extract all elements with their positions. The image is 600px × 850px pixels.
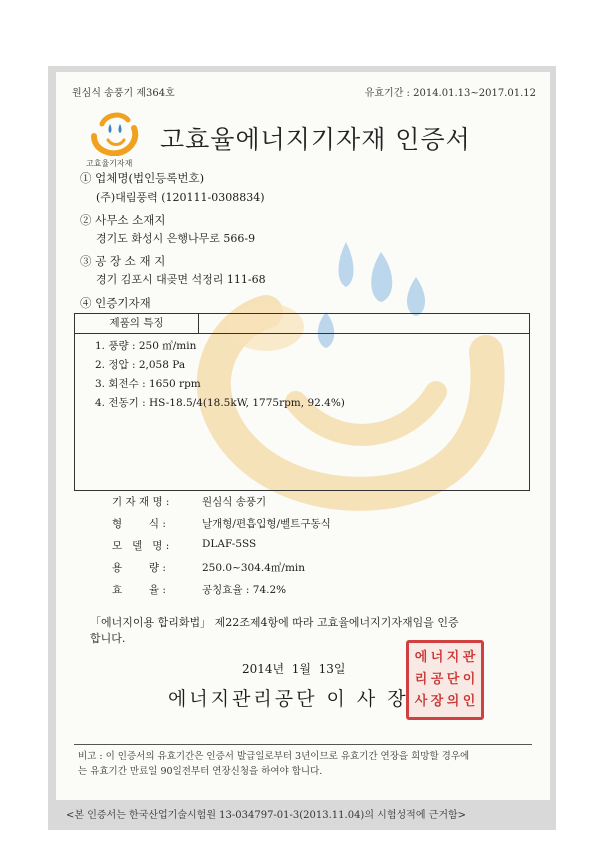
page-title: 고효율에너지기자재 인증서 [160,125,471,154]
feature-pressure: 2. 정압 : 2,058 Pa [95,359,186,371]
footer-basis: <본 인증서는 한국산업기술시험원 13-034797-01-3(2013.11.04)의 시험성적에 근거함> [66,810,467,821]
features-title: 제품의 특징 [75,314,199,333]
equipment-label: ④ 인증기자재 [80,296,151,310]
seal-characters: 에 너 지 관 리 공 단 이 사 장 의 인 [414,650,476,709]
factory-value: 경기 김포시 대곶면 석정리 111-68 [96,273,266,286]
note-line1: 비고 : 이 인증서의 유효기간은 인증서 발급일로부터 3년이므로 유효기간 연장을 희망할 경우에 [78,751,470,762]
statement-line1: 「에너지이용 합리화법」 제22조제4항에 따라 고효율에너지기자재임을 인증 [90,616,459,629]
office-value: 경기도 화성시 은행나무로 566-9 [96,232,256,245]
high-efficiency-logo-icon [88,110,142,156]
company-label: ① 업체명(법인등록번호) [80,171,205,185]
statement-line2: 합니다. [90,632,126,645]
summary-label-name: 기 자 재 명 : [112,496,170,508]
issue-date: 2014년 1월 13일 [242,662,346,676]
summary-value-name: 원심식 송풍기 [202,496,267,508]
official-seal-stamp [406,640,484,720]
summary-value-type: 날개형/편흡입형/벨트구동식 [202,518,331,530]
note-line2: 는 유효기간 만료일 90일전부터 연장신청을 하여야 합니다. [78,766,323,777]
summary-value-capacity: 250.0~304.4㎥/min [202,562,306,574]
feature-rpm: 3. 회전수 : 1650 rpm [95,378,201,390]
summary-label-model: 모 델 명 : [112,540,170,552]
certificate-sheet [56,72,550,800]
summary-value-model: DLAF-5SS [202,538,257,550]
validity-period: 유효기간 : 2014.01.13~2017.01.12 [364,88,536,99]
company-value: (주)대림풍력 (120111-0308834) [96,191,265,204]
summary-label-capacity: 용 량 : [112,562,166,574]
issuer-name: 에너지관리공단 이 사 장 [168,688,409,710]
summary-label-efficiency: 효 율 : [112,584,166,596]
office-label: ② 사무소 소재지 [80,213,166,227]
summary-label-type: 형 식 : [112,518,166,530]
features-title-row [75,314,529,334]
feature-airflow: 1. 풍량 : 250 ㎥/min [95,340,197,352]
note-divider [74,744,532,745]
logo-caption: 고효율기자재 [86,159,133,168]
cert-type-number: 원심식 송풍기 제364호 [72,88,175,99]
factory-label: ③ 공 장 소 재 지 [80,254,166,268]
summary-value-efficiency: 공칭효율 : 74.2% [202,584,287,596]
feature-motor: 4. 전동기 : HS-18.5/4(18.5kW, 1775rpm, 92.4%) [95,397,345,409]
features-box [74,313,530,491]
